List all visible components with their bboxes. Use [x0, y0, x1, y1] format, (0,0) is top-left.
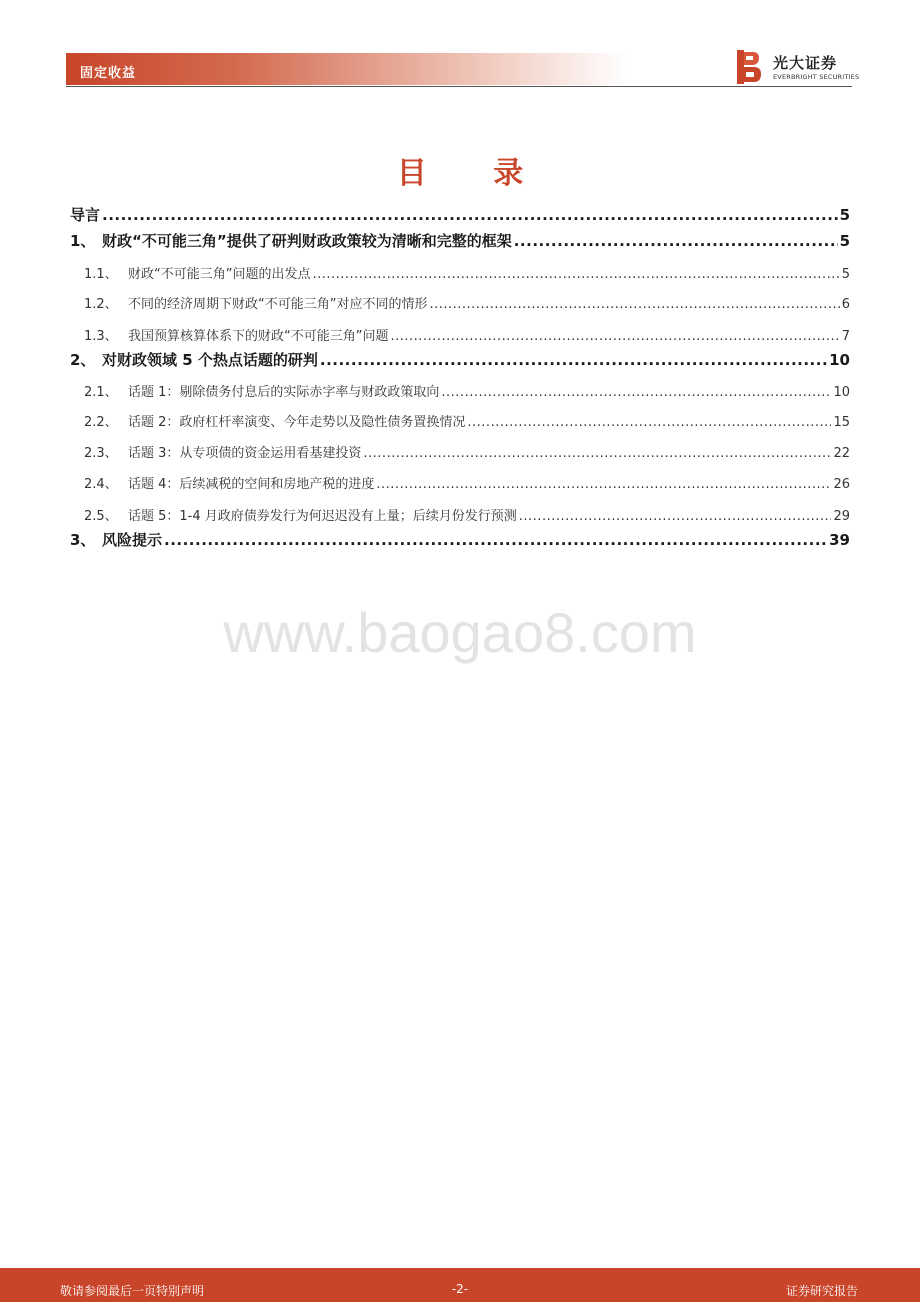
- toc-leader-dots: [320, 351, 827, 369]
- toc-entry-page: 5: [839, 206, 850, 224]
- toc-entry-page: 6: [841, 297, 850, 312]
- toc-entry-page: 29: [833, 509, 850, 524]
- footer-disclaimer: 敬请参阅最后一页特别声明: [60, 1284, 205, 1298]
- toc-entry-title: 财政“不可能三角”问题的出发点: [128, 267, 311, 282]
- toc-leader-dots: [363, 446, 831, 461]
- toc-entry[interactable]: [70, 473, 850, 492]
- toc-entry[interactable]: [70, 529, 850, 550]
- toc-entry[interactable]: [70, 230, 850, 251]
- toc-entry-page: 39: [829, 531, 850, 549]
- toc-entry-title: 我国预算核算体系下的财政“不可能三角”问题: [128, 329, 389, 344]
- toc-entry[interactable]: [70, 263, 850, 282]
- toc-entry[interactable]: [70, 442, 850, 461]
- toc-leader-dots: [390, 329, 839, 344]
- toc-entry-number: 2.1、: [84, 385, 118, 400]
- toc-entry-number: 1.3、: [84, 329, 118, 344]
- toc-entry-title: 话题 5：1-4 月政府债券发行为何迟迟没有上量；后续月份发行预测: [128, 509, 517, 524]
- toc-entry-title: 话题 4：后续减税的空间和房地产税的进度: [128, 477, 375, 492]
- toc-entry-page: 5: [839, 232, 850, 250]
- toc-entry-page: 26: [833, 477, 850, 492]
- toc-leader-dots: [102, 206, 838, 224]
- toc-entry-title: 风险提示: [102, 531, 163, 549]
- toc-entry-number: 2.5、: [84, 509, 118, 524]
- toc-entry-title: 话题 2：政府杠杆率演变、今年走势以及隐性债务置换情况: [128, 415, 466, 430]
- toc-entry-number: 2.4、: [84, 477, 118, 492]
- toc-leader-dots: [441, 385, 831, 400]
- toc-entry-page: 10: [833, 385, 850, 400]
- toc-entry-title: 导言: [70, 206, 101, 224]
- toc-entry-number: 2.2、: [84, 415, 118, 430]
- toc-entry-title: 话题 3：从专项债的资金运用看基建投资: [128, 446, 362, 461]
- toc-entry-page: 10: [829, 351, 850, 369]
- toc-entry-page: 5: [841, 267, 850, 282]
- toc-entry-number: 2、: [70, 351, 96, 369]
- toc-entry-number: 1.1、: [84, 267, 118, 282]
- toc-entry[interactable]: [70, 381, 850, 400]
- logo-chinese-name: 光大证券: [773, 54, 838, 72]
- toc-entry-title: 不同的经济周期下财政“不可能三角”对应不同的情形: [128, 297, 428, 312]
- page-number: -2-: [451, 1282, 469, 1296]
- logo-english-name: EVERBRIGHT SECURITIES: [773, 73, 860, 81]
- toc-entry-title: 财政“不可能三角”提供了研判财政政策较为清晰和完整的框架: [102, 232, 512, 250]
- everbright-logo-icon: [737, 50, 763, 84]
- toc-entry-page: 7: [841, 329, 850, 344]
- toc-entry-page: 22: [833, 446, 850, 461]
- toc-entry[interactable]: [70, 349, 850, 370]
- toc-leader-dots: [164, 531, 827, 549]
- toc-leader-dots: [376, 477, 831, 492]
- toc-leader-dots: [312, 267, 839, 282]
- toc-entry-number: 1、: [70, 232, 96, 250]
- toc-leader-dots: [429, 297, 839, 312]
- header-divider: [66, 86, 852, 87]
- toc-entry[interactable]: [70, 505, 850, 524]
- watermark: www.baogao8.com: [223, 601, 697, 664]
- page-title: 目 录: [396, 156, 552, 191]
- toc-entry[interactable]: [70, 325, 850, 344]
- toc-entry-number: 2.3、: [84, 446, 118, 461]
- toc-leader-dots: [514, 232, 838, 250]
- footer-report-type: 证券研究报告: [785, 1284, 858, 1298]
- toc-entry[interactable]: [70, 293, 850, 312]
- toc-entry-title: 话题 1：剔除债务付息后的实际赤字率与财政政策取向: [128, 385, 440, 400]
- toc-leader-dots: [519, 509, 832, 524]
- toc-entry[interactable]: [70, 411, 850, 430]
- toc-entry-number: 3、: [70, 531, 96, 549]
- toc-entry-page: 15: [833, 415, 850, 430]
- everbright-logo: [737, 50, 860, 86]
- section-label: 固定收益: [80, 66, 137, 81]
- toc-entry[interactable]: [70, 204, 850, 225]
- toc-entry-title: 对财政领域 5 个热点话题的研判: [102, 351, 318, 369]
- toc-leader-dots: [467, 415, 831, 430]
- toc-entry-number: 1.2、: [84, 297, 118, 312]
- header-band: [66, 53, 626, 85]
